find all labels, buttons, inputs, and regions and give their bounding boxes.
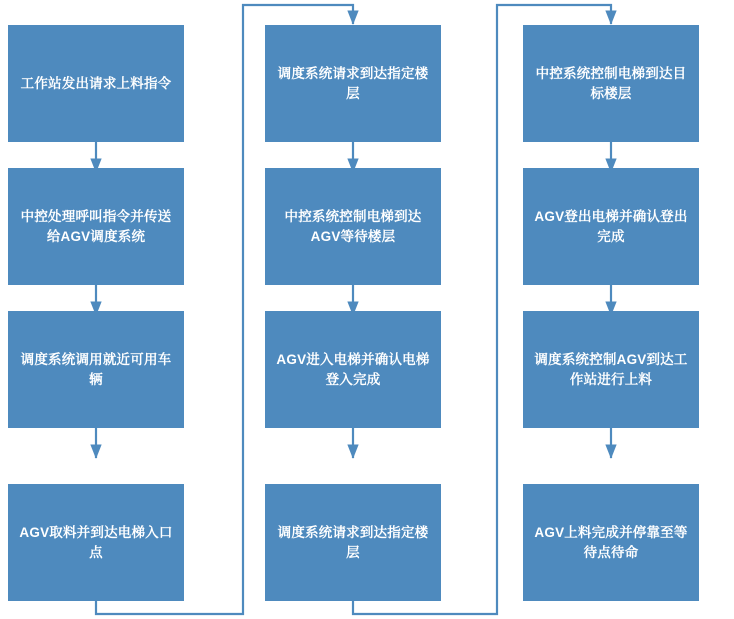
flow-node-n8-label: 调度系统请求到达指定楼层 (277, 524, 429, 560)
flow-node-n4[interactable] (8, 484, 184, 601)
flow-node-n2[interactable] (8, 168, 184, 285)
flow-node-n2-label: 中控处理呼叫指令并传送给AGV调度系统 (20, 208, 172, 244)
flow-node-n5[interactable] (265, 25, 441, 142)
flow-node-n7-label: AGV进入电梯并确认电梯登入完成 (276, 351, 430, 387)
flow-node-n8[interactable] (265, 484, 441, 601)
flow-node-n9[interactable] (523, 25, 699, 142)
flow-node-n4-label: AGV取料并到达电梯入口点 (19, 524, 173, 560)
flow-node-n6[interactable] (265, 168, 441, 285)
flow-node-n1[interactable] (8, 25, 184, 142)
flow-node-n6-label: 中控系统控制电梯到达AGV等待楼层 (284, 208, 422, 244)
flow-node-n12[interactable] (523, 484, 699, 601)
flow-node-n11[interactable] (523, 311, 699, 428)
flow-node-n1-label: 工作站发出请求上料指令 (20, 75, 172, 91)
flow-node-n5-label: 调度系统请求到达指定楼层 (277, 65, 429, 101)
flow-node-n10-label: AGV登出电梯并确认登出完成 (534, 208, 688, 244)
flow-node-n10[interactable] (523, 168, 699, 285)
flow-node-n3[interactable] (8, 311, 184, 428)
flow-node-n3-label: 调度系统调用就近可用车辆 (20, 351, 172, 387)
flow-node-n11-label: 调度系统控制AGV到达工作站进行上料 (534, 351, 688, 387)
flow-node-n9-label: 中控系统控制电梯到达目标楼层 (535, 65, 687, 101)
flow-node-n12-label: AGV上料完成并停靠至等待点待命 (534, 524, 688, 560)
flow-node-n7[interactable] (265, 311, 441, 428)
